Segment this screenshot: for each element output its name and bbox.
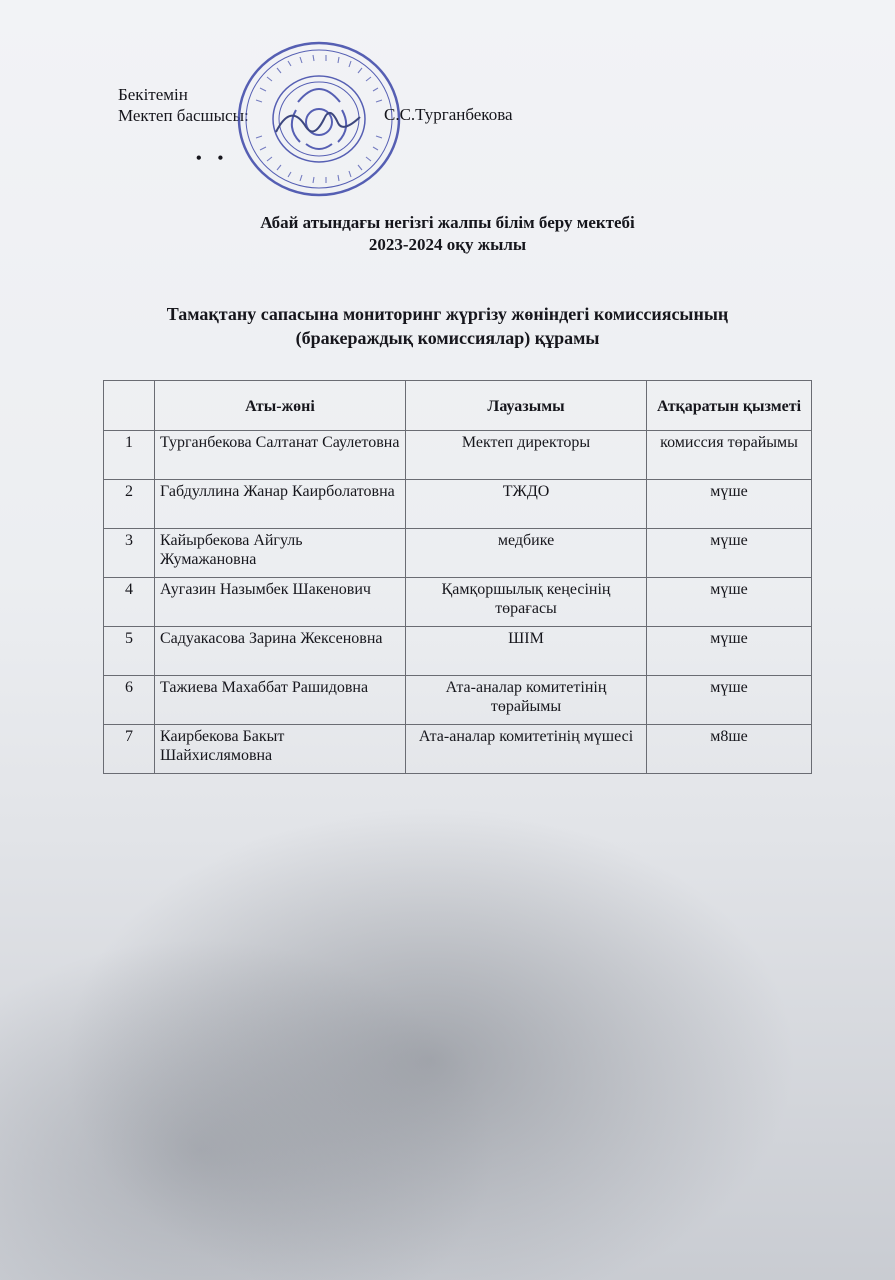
approval-block: [118, 84, 249, 126]
row-number: 7: [104, 725, 155, 774]
document-title-line-1: Тамақтану сапасына мониторинг жүргізу жөніндегі комиссиясының: [166, 304, 729, 324]
member-position: Ата-аналар комитетінің төрайымы: [406, 676, 647, 725]
row-number: 5: [104, 627, 155, 676]
member-position: ШІМ: [406, 627, 647, 676]
header-position: Лауазымы: [406, 381, 647, 431]
row-number: 2: [104, 480, 155, 529]
approval-label: Бекітемін: [118, 85, 188, 104]
row-number: 3: [104, 529, 155, 578]
table-row: [104, 431, 812, 480]
header-number: [104, 381, 155, 431]
school-title: Абай атындағы негізгі жалпы білім беру мектебі: [260, 213, 635, 232]
member-role: мүше: [647, 480, 812, 529]
member-role: м8ше: [647, 725, 812, 774]
commission-members-table: [103, 380, 812, 774]
member-position: медбике: [406, 529, 647, 578]
member-role: мүше: [647, 529, 812, 578]
member-name: Каирбекова Бакыт Шайхислямовна: [155, 725, 406, 774]
table-row: [104, 578, 812, 627]
member-role: комиссия төрайымы: [647, 431, 812, 480]
document-title: [0, 302, 895, 350]
table-row: [104, 480, 812, 529]
header-role: Атқаратын қызметі: [647, 381, 812, 431]
row-number: 6: [104, 676, 155, 725]
member-position: Қамқоршылық кеңесінің төрағасы: [406, 578, 647, 627]
member-name: Турганбекова Салтанат Саулетовна: [155, 431, 406, 480]
member-name: Тажиева Махаббат Рашидовна: [155, 676, 406, 725]
member-position: Мектеп директоры: [406, 431, 647, 480]
table-row: [104, 676, 812, 725]
official-seal-icon: [236, 40, 402, 198]
member-position: Ата-аналар комитетінің мүшесі: [406, 725, 647, 774]
member-name: Садуакасова Зарина Жексеновна: [155, 627, 406, 676]
row-number: 1: [104, 431, 155, 480]
table-header-row: [104, 381, 812, 431]
table-row: [104, 725, 812, 774]
header-full-name: Аты-жөні: [155, 381, 406, 431]
document-header: [0, 212, 895, 256]
member-name: Кайырбекова Айгуль Жумажановна: [155, 529, 406, 578]
row-number: 4: [104, 578, 155, 627]
member-position: ТЖДО: [406, 480, 647, 529]
member-role: мүше: [647, 676, 812, 725]
approval-position: Мектеп басшысы:: [118, 106, 249, 125]
signer-name: С.С.Турганбекова: [384, 105, 513, 124]
member-name: Габдуллина Жанар Каирболатовна: [155, 480, 406, 529]
member-role: мүше: [647, 627, 812, 676]
table-row: [104, 529, 812, 578]
document-title-line-2: (бракераждық комиссиялар) құрамы: [295, 328, 600, 348]
table-row: [104, 627, 812, 676]
academic-year: 2023-2024 оқу жылы: [368, 235, 527, 254]
member-name: Аугазин Назымбек Шакенович: [155, 578, 406, 627]
signature-dots: • •: [196, 150, 230, 167]
member-role: мүше: [647, 578, 812, 627]
